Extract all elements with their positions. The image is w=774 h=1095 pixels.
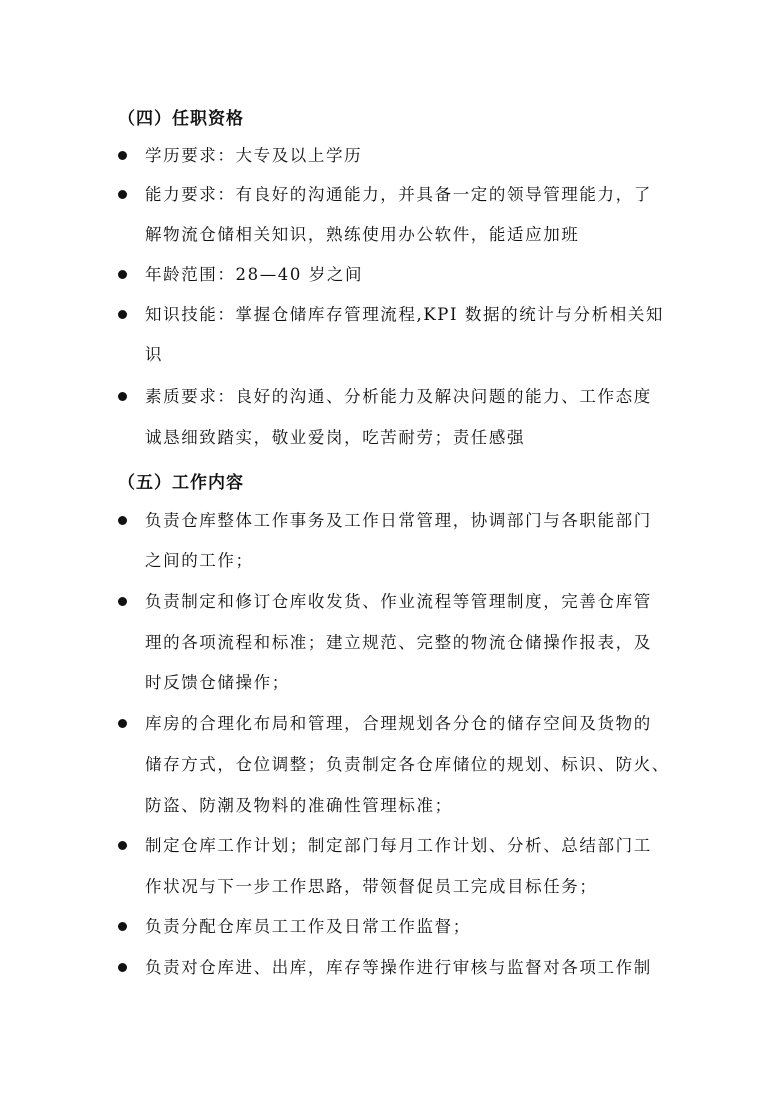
bullet-icon bbox=[118, 963, 127, 972]
section-heading-job-content: （五）工作内容 bbox=[118, 473, 244, 493]
list-item-text: 理的各项流程和标准；建立规范、完整的物流仓储操作报表，及 bbox=[145, 633, 652, 652]
bullet-icon bbox=[118, 719, 127, 728]
bullet-icon bbox=[118, 270, 127, 279]
list-item-text: 负责对仓库进、出库，库存等操作进行审核与监督对各项工作制 bbox=[145, 958, 652, 977]
list-item-text: 素质要求：良好的沟通、分析能力及解决问题的能力、工作态度 bbox=[145, 387, 652, 406]
list-item-text: 负责仓库整体工作事务及工作日常管理，协调部门与各职能部门 bbox=[145, 511, 652, 530]
list-item-text: 学历要求：大专及以上学历 bbox=[145, 146, 363, 165]
list-item-text: 识 bbox=[145, 345, 164, 364]
bullet-icon bbox=[118, 516, 127, 525]
bullet-icon bbox=[118, 190, 127, 199]
bullet-icon bbox=[118, 922, 127, 931]
list-item-text: 解物流仓储相关知识，熟练使用办公软件，能适应加班 bbox=[145, 225, 580, 244]
list-item-text: 库房的合理化布局和管理，合理规划各分仓的储存空间及货物的 bbox=[145, 714, 652, 733]
bullet-icon bbox=[118, 841, 127, 850]
list-item-text: 能力要求：有良好的沟通能力，并具备一定的领导管理能力，了 bbox=[145, 185, 652, 204]
section-heading-qualifications: （四）任职资格 bbox=[118, 109, 244, 129]
list-item-text: 时反馈仓储操作； bbox=[145, 673, 290, 692]
list-item-text: 负责制定和修订仓库收发货、作业流程等管理制度，完善仓库管 bbox=[145, 592, 652, 611]
list-item-text: 作状况与下一步工作思路，带领督促员工完成目标任务； bbox=[145, 877, 598, 896]
list-item-text: 负责分配仓库员工工作及日常工作监督； bbox=[145, 917, 471, 936]
list-item-text: 年龄范围：28—40 岁之间 bbox=[145, 265, 364, 284]
bullet-icon bbox=[118, 151, 127, 160]
bullet-icon bbox=[118, 597, 127, 606]
list-item-text: 制定仓库工作计划；制定部门每月工作计划、分析、总结部门工 bbox=[145, 836, 652, 855]
bullet-icon bbox=[118, 392, 127, 401]
list-item-text: 之间的工作； bbox=[145, 551, 254, 570]
list-item-text: 诚恳细致踏实，敬业爱岗，吃苦耐劳；责任感强 bbox=[145, 428, 526, 447]
list-item-text: 防盗、防潮及物料的准确性管理标准； bbox=[145, 796, 453, 815]
list-item-text: 知识技能：掌握仓储库存管理流程,KPI 数据的统计与分析相关知 bbox=[145, 305, 665, 324]
bullet-icon bbox=[118, 310, 127, 319]
list-item-text: 储存方式，仓位调整；负责制定各仓库储位的规划、标识、防火、 bbox=[145, 755, 670, 774]
